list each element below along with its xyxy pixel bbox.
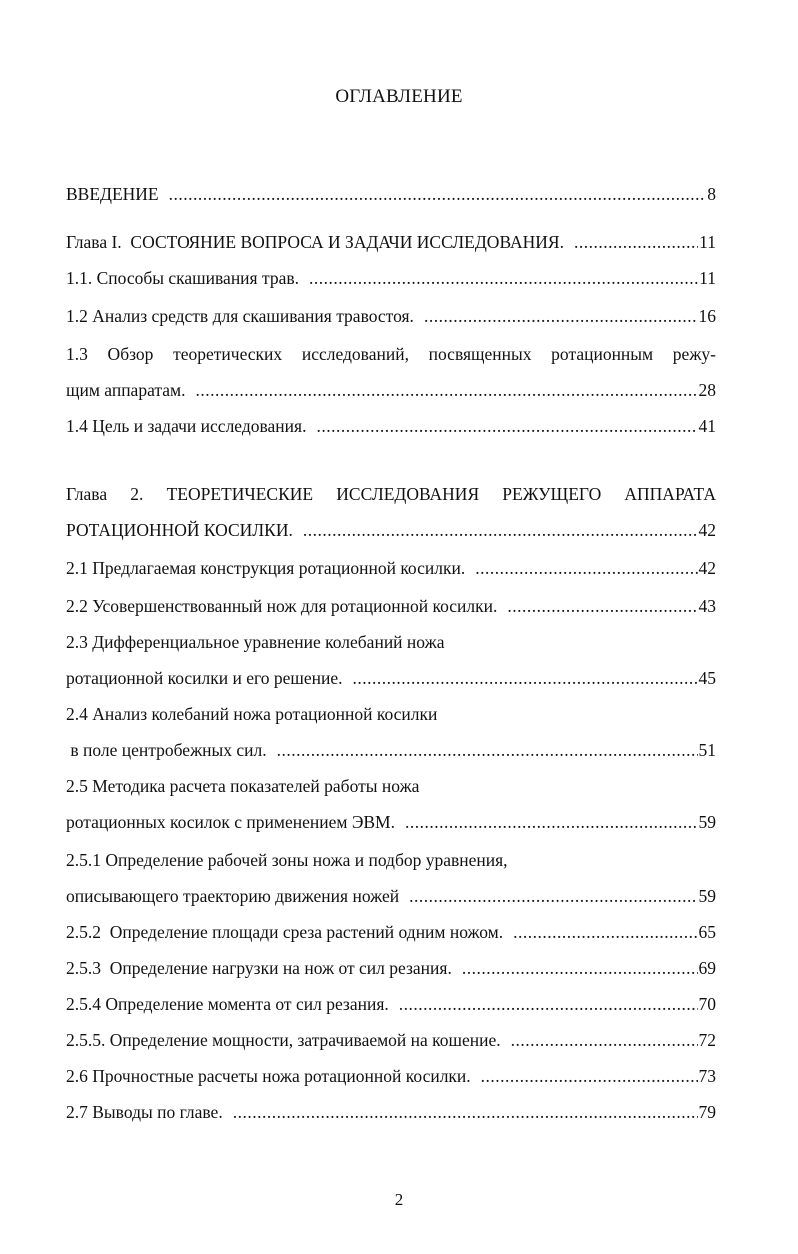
toc-entry <box>66 1102 716 1126</box>
toc-entry-line1: 2.4 Анализ колебаний ножа ротационной косилки <box>66 704 438 724</box>
toc-page-number: 42 <box>698 520 716 540</box>
toc-entry-line1: Глава 2. ТЕОРЕТИЧЕСКИЕ ИССЛЕДОВАНИЯ РЕЖУЩЕГО АППАРАТА <box>66 484 716 504</box>
toc-leader-dots <box>507 596 697 617</box>
toc-entry <box>66 306 716 330</box>
toc-page-number: 70 <box>698 994 716 1014</box>
toc-entry-title: РОТАЦИОННОЙ КОСИЛКИ. <box>66 520 293 540</box>
toc-page-number: 11 <box>699 232 716 252</box>
toc-entry <box>66 994 716 1018</box>
toc-entry-title: щим аппаратам. <box>66 380 186 400</box>
toc-leader-dots <box>277 740 698 761</box>
toc-entry-line1: 1.3 Обзор теоретических исследований, посвященных ротационным режу- <box>66 344 716 364</box>
toc-page-number: 79 <box>698 1102 716 1122</box>
toc-leader-dots <box>481 1066 698 1087</box>
toc-leader-dots <box>574 232 698 253</box>
page-number: 2 <box>394 1190 404 1209</box>
toc-entry-title: Глава I. СОСТОЯНИЕ ВОПРОСА И ЗАДАЧИ ИССЛЕДОВАНИЯ. <box>66 232 564 252</box>
toc-entry <box>66 268 716 292</box>
toc-entry <box>66 668 716 692</box>
toc-entry-line1: 2.5.1 Определение рабочей зоны ножа и подбор уравнения, <box>66 850 508 870</box>
toc-leader-dots <box>353 668 698 689</box>
toc-leader-dots <box>475 558 697 579</box>
toc-page-number: 28 <box>698 380 716 400</box>
toc-entry-title: 2.5.5. Определение мощности, затрачиваемой на кошение. <box>66 1030 501 1050</box>
toc-entry-title: 2.1 Предлагаемая конструкция ротационной косилки. <box>66 558 466 578</box>
toc-leader-dots <box>233 1102 698 1123</box>
toc-entry-title: ВВЕДЕНИЕ <box>66 184 159 204</box>
toc-entry <box>66 184 716 208</box>
toc-page-number: 59 <box>698 812 716 832</box>
toc-leader-dots <box>399 994 698 1015</box>
toc-entry-title: ротационных косилок с применением ЭВМ. <box>66 812 395 832</box>
toc-page-number: 59 <box>698 886 716 906</box>
toc-leader-dots <box>195 380 697 401</box>
toc-entry <box>66 958 716 982</box>
toc-entry <box>66 596 716 620</box>
toc-entry-title: 1.2 Анализ средств для скашивания травостоя. <box>66 306 414 326</box>
toc-entry <box>66 520 716 544</box>
toc-page-number: 69 <box>698 958 716 978</box>
toc-page-number: 11 <box>699 268 716 288</box>
toc-leader-dots <box>513 922 697 943</box>
toc-entry <box>66 1030 716 1054</box>
toc-leader-dots <box>409 886 697 907</box>
toc-entry <box>66 380 716 404</box>
toc-leader-dots <box>462 958 698 979</box>
toc-leader-dots <box>303 520 698 541</box>
toc-page-number: 73 <box>698 1066 716 1086</box>
toc-entry <box>66 740 716 764</box>
toc-entry-title: 2.2 Усовершенствованный нож для ротационной косилки. <box>66 596 498 616</box>
toc-page-number: 43 <box>698 596 716 616</box>
toc-leader-dots <box>424 306 698 327</box>
toc-leader-dots <box>309 268 698 289</box>
toc-page-number: 16 <box>698 306 716 326</box>
page-title: ОГЛАВЛЕНИЕ <box>335 86 463 107</box>
toc-leader-dots <box>169 184 707 205</box>
toc-entry-title: описывающего траекторию движения ножей <box>66 886 400 906</box>
toc-page-number: 72 <box>698 1030 716 1050</box>
toc-entry-title: 2.7 Выводы по главе. <box>66 1102 223 1122</box>
toc-entry-title: 2.5.4 Определение момента от сил резания. <box>66 994 389 1014</box>
toc-entry-title: 2.6 Прочностные расчеты ножа ротационной косилки. <box>66 1066 471 1086</box>
toc-entry <box>66 232 716 256</box>
toc-entry <box>66 1066 716 1090</box>
toc-page-number: 42 <box>698 558 716 578</box>
toc-entry <box>66 558 716 582</box>
toc-entry-title: 2.5.3 Определение нагрузки на нож от сил резания. <box>66 958 452 978</box>
toc-page-number: 65 <box>698 922 716 942</box>
toc-leader-dots <box>316 416 697 437</box>
toc-entry <box>66 886 716 910</box>
toc-entry <box>66 416 716 440</box>
toc-page-number: 41 <box>698 416 716 436</box>
toc-leader-dots <box>511 1030 698 1051</box>
toc-entry <box>66 922 716 946</box>
toc-entry-title: 1.1. Способы скашивания трав. <box>66 268 299 288</box>
toc-leader-dots <box>405 812 698 833</box>
toc-entry-line1: 2.3 Дифференциальное уравнение колебаний ножа <box>66 632 445 652</box>
toc-entry-title: в поле центробежных сил. <box>66 740 267 760</box>
toc-page-number: 51 <box>698 740 716 760</box>
toc-page-number: 45 <box>698 668 716 688</box>
toc-entry-title: 1.4 Цель и задачи исследования. <box>66 416 307 436</box>
toc-entry-line1: 2.5 Методика расчета показателей работы ножа <box>66 776 420 796</box>
toc-entry <box>66 812 716 836</box>
toc-entry-title: 2.5.2 Определение площади среза растений одним ножом. <box>66 922 504 942</box>
toc-entry-title: ротационной косилки и его решение. <box>66 668 343 688</box>
toc-page-number: 8 <box>707 184 716 204</box>
